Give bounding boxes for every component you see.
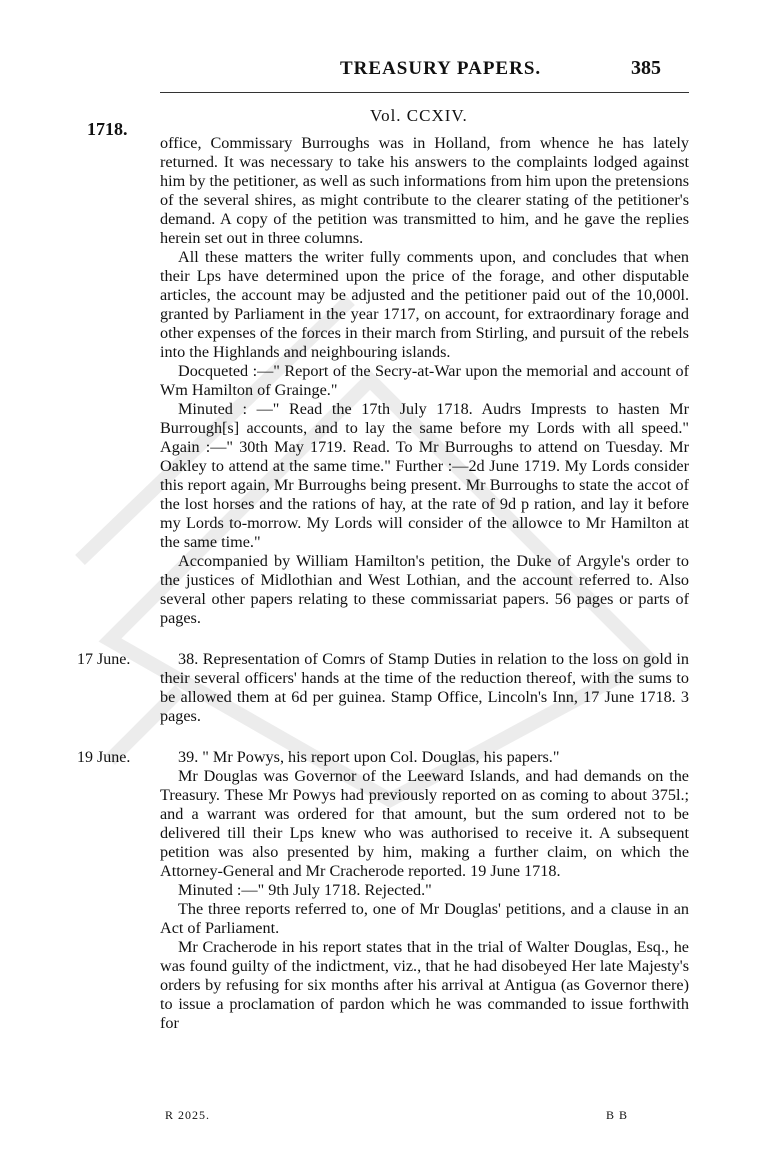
entry-paragraph: Mr Douglas was Governor of the Leeward Islands, and had demands on the Treasury. These Mr Powys had previously reported on as coming to about 375l.; and a warrant was ordered for that amount, but the sum ordered not to be delivered till their Lps knew who was authorised to receive it. A subsequent petition was also presented by him, making a further claim, on which the Attorney-General and Mr Cracherode reported. 19 June 1718.: [160, 767, 689, 880]
entry-date: 17 June.: [77, 651, 131, 668]
page-number: 385: [631, 57, 661, 79]
docqueted-note: Docqueted :—" Report of the Secry-at-War upon the memorial and account of Wm Hamilton of Grainge.": [160, 362, 689, 399]
entry-39: [77, 748, 689, 1033]
margin-year: 1718.: [87, 119, 128, 139]
entry-paragraph: 38. Representation of Comrs of Stamp Duties in relation to the loss on gold in their several officers' hands at the time of the reduction thereof, with the sums to be allowed them at 6d per guinea. Stamp Office, Lincoln's Inn, 17 June 1718. 3 pages.: [160, 650, 689, 725]
header-rule: [160, 92, 689, 93]
minuted-note: Minuted : —" Read the 17th July 1718. Audrs Imprests to hasten Mr Burrough[s] accounts, and to lay the same before my Lords with all speed." Again :—" 30th May 1719. Read. To Mr Burroughs to attend on Tuesday. Mr Oakley to attend at the same time." Further :—2d June 1719. My Lords consider this report again, Mr Burroughs being present. Mr Burroughs to state the accot of the lost horses and the rations of hay, at the rate of 9d p ration, and lay it before my Lords to-morrow. My Lords will consider of the allowce to Mr Hamilton at the same time.": [160, 400, 689, 551]
paragraph: Accompanied by William Hamilton's petition, the Duke of Argyle's order to the justices of Midlothian and West Lothian, and the account referred to. Also several other papers relating to these commissariat papers. 56 pages or parts of pages.: [160, 552, 689, 627]
entry-date: 19 June.: [77, 749, 131, 766]
paragraph: All these matters the writer fully comments upon, and concludes that when their Lps have determined upon the price of the forage, and other disputable articles, the account may be adjusted and the petitioner paid out of the 10,000l. granted by Parliament in the year 1717, on account, for extraordinary forage and other expenses of the forces in their march from Stirling, and pursuit of the rebels into the Highlands and neighbouring islands.: [160, 248, 689, 361]
entry-paragraph: Mr Cracherode in his report states that in the trial of Walter Douglas, Esq., he was found guilty of the indictment, viz., that he had disobeyed Her late Majesty's orders by refusing for six months after his arrival at Antigua (as Governor there) to issue a proclamation of pardon which he was commanded to issue forthwith for: [160, 938, 689, 1032]
entry-38: [77, 650, 689, 726]
minuted-note: Minuted :—" 9th July 1718. Rejected.": [178, 881, 432, 899]
running-header: [0, 58, 768, 88]
body-text: [77, 134, 689, 1033]
entry-paragraph: The three reports referred to, one of Mr Douglas' petitions, and a clause in an Act of Parliament.: [160, 900, 689, 937]
signature-mark-right: B B: [606, 1108, 629, 1122]
running-title: TREASURY PAPERS.: [340, 58, 542, 79]
signature-mark-left: R 2025.: [165, 1108, 211, 1122]
paragraph: office, Commissary Burroughs was in Holland, from whence he has lately returned. It was necessary to take his answers to the complaints lodged against him by the petitioner, as well as such informations from him upon the pretensions of the several shires, as might contribute to the clearer stating of the petitioner's demand. A copy of the petition was transmitted to him, and he gave the replies herein set out in three columns.: [160, 134, 689, 247]
volume-label: Vol. CCXIV.: [370, 106, 468, 125]
entry-paragraph: 39. " Mr Powys, his report upon Col. Douglas, his papers.": [178, 748, 560, 766]
